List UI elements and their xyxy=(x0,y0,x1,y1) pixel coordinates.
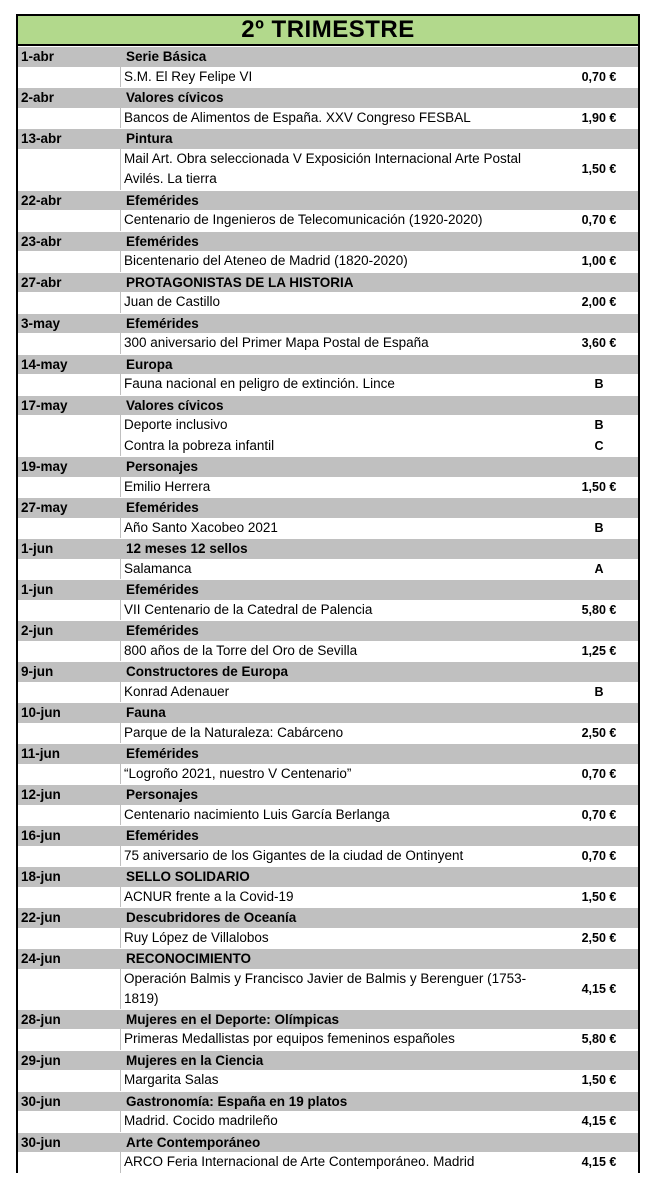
stamp-price: 0,70 € xyxy=(581,766,617,781)
stamp-row xyxy=(18,477,638,498)
issue-date: 14-may xyxy=(21,356,68,372)
stamp-name: 300 aniversario del Primer Mapa Postal de España xyxy=(124,335,429,351)
stamp-row xyxy=(18,436,638,457)
stamp-row xyxy=(18,108,638,129)
stamp-row xyxy=(18,1029,638,1050)
stamp-price: 2,50 € xyxy=(581,725,617,740)
stamp-name: Contra la pobreza infantil xyxy=(124,437,275,453)
issue-date: 10-jun xyxy=(21,705,61,721)
date-column-spacer xyxy=(18,928,121,949)
date-column-spacer xyxy=(18,374,121,395)
category-row xyxy=(18,907,638,928)
issue-date: 29-jun xyxy=(21,1052,61,1068)
issue-date: 22-jun xyxy=(21,910,61,926)
stamp-name: Año Santo Xacobeo 2021 xyxy=(124,519,278,535)
issue-date: 18-jun xyxy=(21,869,61,885)
date-column-spacer xyxy=(18,210,121,231)
stamp-name: Salamanca xyxy=(124,560,192,576)
stamp-category: PROTAGONISTAS DE LA HISTORIA xyxy=(126,274,354,290)
stamp-price: 3,60 € xyxy=(581,336,617,351)
category-row xyxy=(18,46,638,67)
stamp-row xyxy=(18,969,638,1009)
stamp-category: Valores cívicos xyxy=(126,397,224,413)
stamp-category: Personajes xyxy=(126,459,199,475)
date-column-spacer xyxy=(18,1029,121,1050)
stamp-price: 1,00 € xyxy=(581,254,617,269)
date-column-spacer xyxy=(18,1070,121,1091)
stamp-row xyxy=(18,518,638,539)
stamp-price: 4,15 € xyxy=(581,1155,617,1170)
category-row xyxy=(18,190,638,211)
stamp-price: C xyxy=(594,438,604,453)
stamp-row xyxy=(18,67,638,88)
category-row xyxy=(18,272,638,293)
stamp-row xyxy=(18,805,638,826)
stamp-category: SELLO SOLIDARIO xyxy=(126,869,250,885)
stamp-price: 1,90 € xyxy=(581,110,617,125)
stamp-row xyxy=(18,1111,638,1132)
stamp-category: 12 meses 12 sellos xyxy=(126,541,248,557)
stamp-price: A xyxy=(594,561,604,576)
stamp-row xyxy=(18,374,638,395)
stamp-name: Fauna nacional en peligro de extinción. Lince xyxy=(124,376,395,392)
stamp-category: Serie Básica xyxy=(126,49,207,65)
stamp-category: Efemérides xyxy=(126,233,199,249)
stamp-category: Efemérides xyxy=(126,582,199,598)
stamp-name: Bicentenario del Ateneo de Madrid (1820-2020) xyxy=(124,253,408,269)
stamp-price: B xyxy=(594,684,604,699)
date-column-spacer xyxy=(18,436,121,457)
stamp-name: Juan de Castillo xyxy=(124,294,221,310)
stamp-price: 2,00 € xyxy=(581,295,617,310)
stamp-name: Primeras Medallistas por equipos femeninos españoles xyxy=(124,1031,455,1047)
issue-date: 30-jun xyxy=(21,1093,61,1109)
stamp-row xyxy=(18,641,638,662)
stamp-row xyxy=(18,149,638,190)
stamp-name: “Logroño 2021, nuestro V Centenario” xyxy=(124,765,352,781)
category-row xyxy=(18,1009,638,1030)
stamp-price: 5,80 € xyxy=(581,602,617,617)
stamp-price: 1,50 € xyxy=(581,1073,617,1088)
date-column-spacer xyxy=(18,251,121,272)
category-row xyxy=(18,784,638,805)
issue-date: 22-abr xyxy=(21,192,62,208)
stamp-category: Efemérides xyxy=(126,315,199,331)
stamp-calendar-sheet xyxy=(16,14,640,1173)
stamp-price: 1,50 € xyxy=(581,889,617,904)
date-column-spacer xyxy=(18,149,121,190)
issue-date: 13-abr xyxy=(21,131,62,147)
issue-date: 1-jun xyxy=(21,582,54,598)
sheet-title: 2º TRIMESTRE xyxy=(16,14,640,46)
stamp-row xyxy=(18,210,638,231)
stamp-price: 0,70 € xyxy=(581,213,617,228)
stamp-category: Pintura xyxy=(126,131,173,147)
category-row xyxy=(18,825,638,846)
stamp-name: 75 aniversario de los Gigantes de la ciudad de Ontinyent xyxy=(124,847,464,863)
issue-date: 30-jun xyxy=(21,1134,61,1150)
stamp-name: Bancos de Alimentos de España. XXV Congreso FESBAL xyxy=(124,109,471,125)
stamp-row xyxy=(18,559,638,580)
stamp-name: Madrid. Cocido madrileño xyxy=(124,1113,278,1129)
issue-date: 16-jun xyxy=(21,828,61,844)
issue-date: 2-abr xyxy=(21,90,55,106)
stamp-row xyxy=(18,846,638,867)
stamp-category: Efemérides xyxy=(126,828,199,844)
date-column-spacer xyxy=(18,723,121,744)
date-column-spacer xyxy=(18,641,121,662)
stamp-category: Gastronomía: España en 19 platos xyxy=(126,1093,348,1109)
date-column-spacer xyxy=(18,805,121,826)
stamp-price: 1,50 € xyxy=(581,479,617,494)
stamp-row xyxy=(18,723,638,744)
date-column-spacer xyxy=(18,477,121,498)
category-row xyxy=(18,743,638,764)
stamp-row xyxy=(18,1070,638,1091)
category-row xyxy=(18,620,638,641)
category-row xyxy=(18,1132,638,1153)
stamp-price: B xyxy=(594,418,604,433)
issue-date: 11-jun xyxy=(21,746,61,762)
date-column-spacer xyxy=(18,333,121,354)
date-column-spacer xyxy=(18,559,121,580)
date-column-spacer xyxy=(18,108,121,129)
stamp-name: Deporte inclusivo xyxy=(124,417,228,433)
stamp-price: 0,70 € xyxy=(581,848,617,863)
issue-date: 28-jun xyxy=(21,1011,61,1027)
stamp-category: Constructores de Europa xyxy=(126,664,289,680)
category-row xyxy=(18,661,638,682)
date-column-spacer xyxy=(18,969,121,1009)
stamp-name: ACNUR frente a la Covid-19 xyxy=(124,888,294,904)
stamp-category: Fauna xyxy=(126,705,166,721)
stamp-category: Efemérides xyxy=(126,623,199,639)
date-column-spacer xyxy=(18,600,121,621)
category-row xyxy=(18,1091,638,1112)
stamp-price: 2,50 € xyxy=(581,930,617,945)
category-row xyxy=(18,497,638,518)
stamp-category: Europa xyxy=(126,356,173,372)
stamp-category: Valores cívicos xyxy=(126,90,224,106)
stamp-row xyxy=(18,887,638,908)
category-row xyxy=(18,354,638,375)
stamp-row xyxy=(18,415,638,436)
stamp-price: 1,50 € xyxy=(581,162,617,176)
stamp-name: Margarita Salas xyxy=(124,1072,219,1088)
date-column-spacer xyxy=(18,292,121,313)
category-row xyxy=(18,538,638,559)
issue-date: 24-jun xyxy=(21,951,61,967)
issue-date: 1-jun xyxy=(21,541,54,557)
date-column-spacer xyxy=(18,1152,121,1173)
stamp-category: Mujeres en el Deporte: Olímpicas xyxy=(126,1011,340,1027)
stamp-category: Efemérides xyxy=(126,500,199,516)
stamp-row xyxy=(18,292,638,313)
date-column-spacer xyxy=(18,415,121,436)
stamp-name: Mail Art. Obra seleccionada V Exposición Internacional Arte Postal Avilés. La tierra xyxy=(124,151,521,186)
stamp-category: Descubridores de Oceanía xyxy=(126,910,297,926)
category-row xyxy=(18,1050,638,1071)
category-row xyxy=(18,702,638,723)
date-column-spacer xyxy=(18,682,121,703)
category-row xyxy=(18,313,638,334)
stamp-category: RECONOCIMIENTO xyxy=(126,951,252,967)
stamp-name: ARCO Feria Internacional de Arte Contemporáneo. Madrid xyxy=(124,1154,475,1170)
stamp-row xyxy=(18,600,638,621)
stamp-row xyxy=(18,1152,638,1173)
date-column-spacer xyxy=(18,67,121,88)
date-column-spacer xyxy=(18,846,121,867)
issue-date: 19-may xyxy=(21,459,68,475)
stamp-price: 4,15 € xyxy=(581,981,617,996)
issue-date: 9-jun xyxy=(21,664,54,680)
stamp-row xyxy=(18,251,638,272)
stamp-price: 0,70 € xyxy=(581,69,617,84)
stamp-price: B xyxy=(594,377,604,392)
stamp-category: Mujeres en la Ciencia xyxy=(126,1052,264,1068)
stamp-name: Centenario nacimiento Luis García Berlanga xyxy=(124,806,390,822)
stamp-name: Centenario de Ingenieros de Telecomunicación (1920-2020) xyxy=(124,212,483,228)
stamp-name: Parque de la Naturaleza: Cabárceno xyxy=(124,724,344,740)
issue-date: 27-may xyxy=(21,500,68,516)
stamp-name: Konrad Adenauer xyxy=(124,683,230,699)
stamp-price: 4,15 € xyxy=(581,1114,617,1129)
date-column-spacer xyxy=(18,887,121,908)
stamp-category: Personajes xyxy=(126,787,199,803)
category-row xyxy=(18,128,638,149)
stamp-category: Arte Contemporáneo xyxy=(126,1134,261,1150)
stamp-price: 1,25 € xyxy=(581,643,617,658)
issue-date: 3-may xyxy=(21,315,61,331)
stamp-name: 800 años de la Torre del Oro de Sevilla xyxy=(124,642,358,658)
date-column-spacer xyxy=(18,1111,121,1132)
stamp-name: Emilio Herrera xyxy=(124,478,211,494)
issue-date: 2-jun xyxy=(21,623,54,639)
stamp-name: S.M. El Rey Felipe VI xyxy=(124,68,253,84)
stamp-list xyxy=(18,46,638,1173)
stamp-name: VII Centenario de la Catedral de Palencia xyxy=(124,601,373,617)
category-row xyxy=(18,948,638,969)
stamp-row xyxy=(18,928,638,949)
stamp-row xyxy=(18,682,638,703)
category-row xyxy=(18,87,638,108)
stamp-price: 5,80 € xyxy=(581,1032,617,1047)
issue-date: 12-jun xyxy=(21,787,61,803)
stamp-price: 0,70 € xyxy=(581,807,617,822)
issue-date: 27-abr xyxy=(21,274,62,290)
date-column-spacer xyxy=(18,518,121,539)
stamp-category: Efemérides xyxy=(126,192,199,208)
date-column-spacer xyxy=(18,764,121,785)
stamp-category: Efemérides xyxy=(126,746,199,762)
issue-date: 17-may xyxy=(21,397,68,413)
category-row xyxy=(18,579,638,600)
stamp-row xyxy=(18,764,638,785)
category-row xyxy=(18,231,638,252)
stamp-name: Operación Balmis y Francisco Javier de Balmis y Berenguer (1753-1819) xyxy=(124,970,527,1006)
stamp-name: Ruy López de Villalobos xyxy=(124,929,269,945)
issue-date: 1-abr xyxy=(21,49,55,65)
category-row xyxy=(18,395,638,416)
stamp-price: B xyxy=(594,520,604,535)
category-row xyxy=(18,456,638,477)
issue-date: 23-abr xyxy=(21,233,62,249)
stamp-row xyxy=(18,333,638,354)
category-row xyxy=(18,866,638,887)
